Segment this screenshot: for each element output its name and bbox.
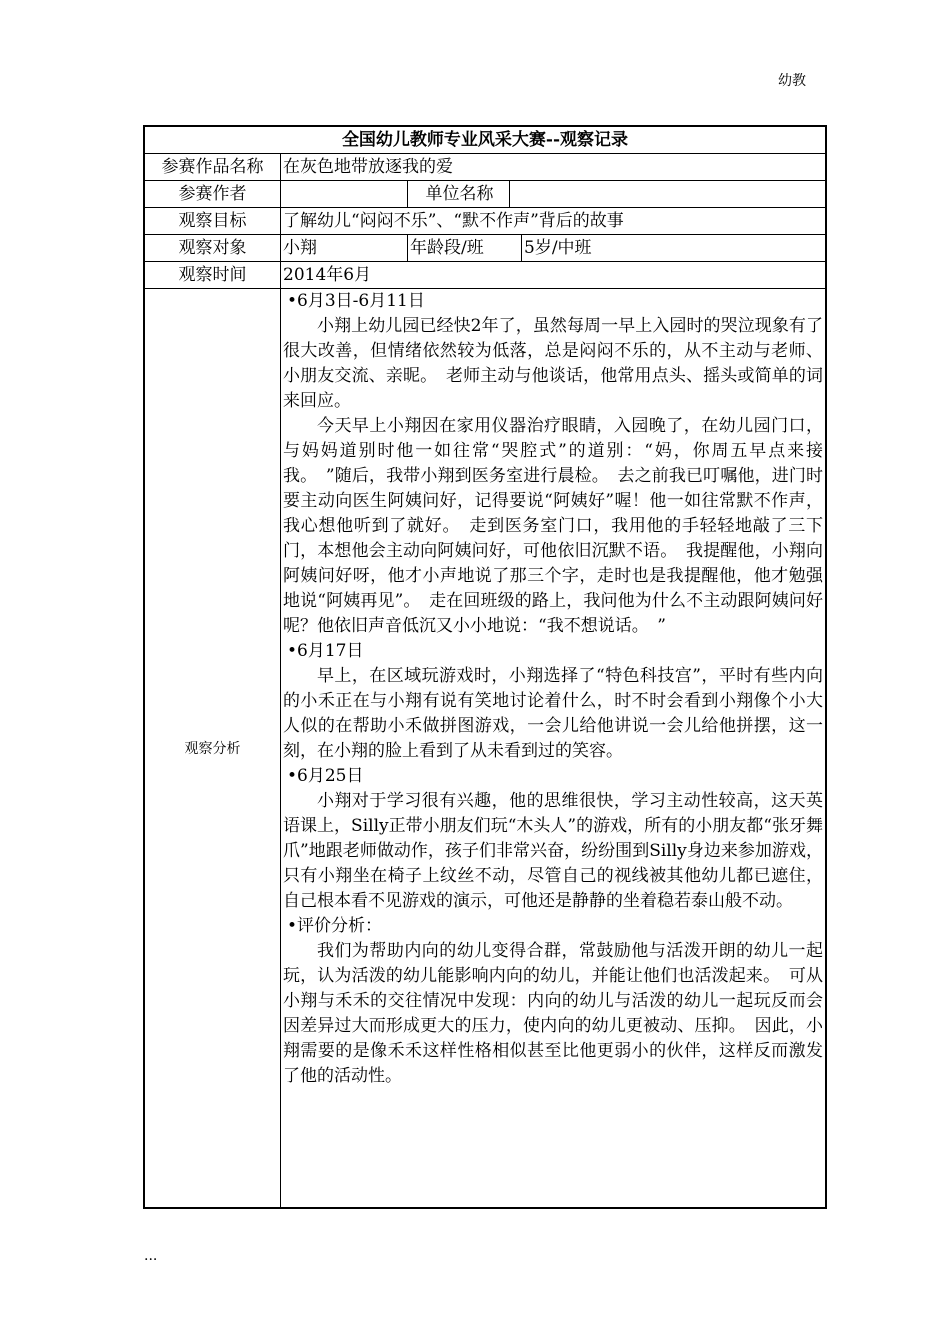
header-tag: 幼教 <box>778 73 806 89</box>
entry-paragraph: 我们为帮助内向的幼儿变得合群，常鼓励他与活泼开朗的幼儿一起玩，认为活泼的幼儿能影响内向的幼儿，并能让他们也活泼起来。 可从小翔与禾禾的交往情况中发现：内向的幼儿与活泼的幼儿一起玩反而会因差异过大而形成更大的压力，使内向的幼儿更被动、压抑。 因此，小翔需要的是像禾禾这样性格相似甚至比他更弱小的伙伴，这样反而激发了他的活动性。 <box>283 941 823 1086</box>
row-work-name <box>145 154 825 181</box>
time-label: 观察时间 <box>145 262 281 288</box>
footer-dots: ... <box>144 1248 158 1264</box>
entry-paragraph: 今天早上小翔因在家用仪器治疗眼睛，入园晚了，在幼儿园门口，与妈妈道别时他一如往常“哭腔式”的道别：“妈，你周五早点来接我。 ”随后，我带小翔到医务室进行晨检。 去之前我已叮嘱他，进门时要主动向医生阿姨问好，记得要说“阿姨好”喔！他一如往常默不作声，我心想他听到了就好。 走到医务室门口，我用他的手轻轻地敲了三下门，本想他会主动向阿姨问好，可他依旧沉默不语。 我提醒他，小翔向阿姨问好呀，他才小声地说了那三个字，走时也是我提醒他，他才勉强地说“阿姨再见”。 走在回班级的路上，我问他为什么不主动跟阿姨问好呢？他依旧声音低沉又小小地说：“我不想说话。 ” <box>283 416 823 636</box>
analysis-content <box>281 289 825 1207</box>
entry-heading: •6月17日 <box>287 641 364 661</box>
entry-heading: •6月25日 <box>287 766 364 786</box>
author-label: 参赛作者 <box>145 181 281 207</box>
analysis-label: 观察分析 <box>145 289 281 1207</box>
unit-value <box>510 181 825 207</box>
age-value: 5岁/中班 <box>524 238 592 258</box>
row-goal <box>145 208 825 235</box>
row-subject <box>145 235 825 262</box>
row-analysis <box>145 289 825 1207</box>
entry-heading: •6月3日-6月11日 <box>287 291 425 311</box>
goal-label: 观察目标 <box>145 208 281 234</box>
subject-value: 小翔 <box>281 235 408 261</box>
author-value <box>281 181 408 207</box>
goal-value: 了解幼儿“闷闷不乐”、“默不作声”背后的故事 <box>283 211 624 231</box>
work-name-value: 在灰色地带放逐我的爱 <box>283 157 453 177</box>
time-value: 2014年6月 <box>283 265 372 285</box>
form-title: 全国幼儿教师专业风采大赛--观察记录 <box>145 127 825 154</box>
row-time <box>145 262 825 289</box>
entry-heading: •评价分析： <box>287 916 383 936</box>
age-label: 年龄段/班 <box>408 235 522 261</box>
unit-label: 单位名称 <box>408 181 510 207</box>
row-author <box>145 181 825 208</box>
entry-paragraph: 早上，在区域玩游戏时，小翔选择了“特色科技宫”，平时有些内向的小禾正在与小翔有说有笑地讨论着什么，时不时会看到小翔像个小大人似的在帮助小禾做拼图游戏，一会儿给他讲说一会儿给他拼摆，这一刻，在小翔的脸上看到了从未看到过的笑容。 <box>283 666 823 761</box>
observation-form <box>143 125 827 1209</box>
entry-paragraph: 小翔对于学习很有兴趣，他的思维很快，学习主动性较高，这天英语课上，Silly正带小朋友们玩“木头人”的游戏，所有的小朋友都“张牙舞爪”地跟老师做动作，孩子们非常兴奋，纷纷围到Silly身边来参加游戏，只有小翔坐在椅子上纹丝不动，尽管自己的视线被其他幼儿都已遮住，自己根本看不见游戏的演示，可他还是静静的坐着稳若泰山般不动。 <box>283 791 823 911</box>
work-name-label: 参赛作品名称 <box>145 154 281 180</box>
subject-label: 观察对象 <box>145 235 281 261</box>
entry-paragraph: 小翔上幼儿园已经快2年了，虽然每周一早上入园时的哭泣现象有了很大改善，但情绪依然较为低落，总是闷闷不乐的，从不主动与老师、小朋友交流、亲昵。 老师主动与他谈话，他常用点头、摇头或简单的词来回应。 <box>283 316 823 411</box>
